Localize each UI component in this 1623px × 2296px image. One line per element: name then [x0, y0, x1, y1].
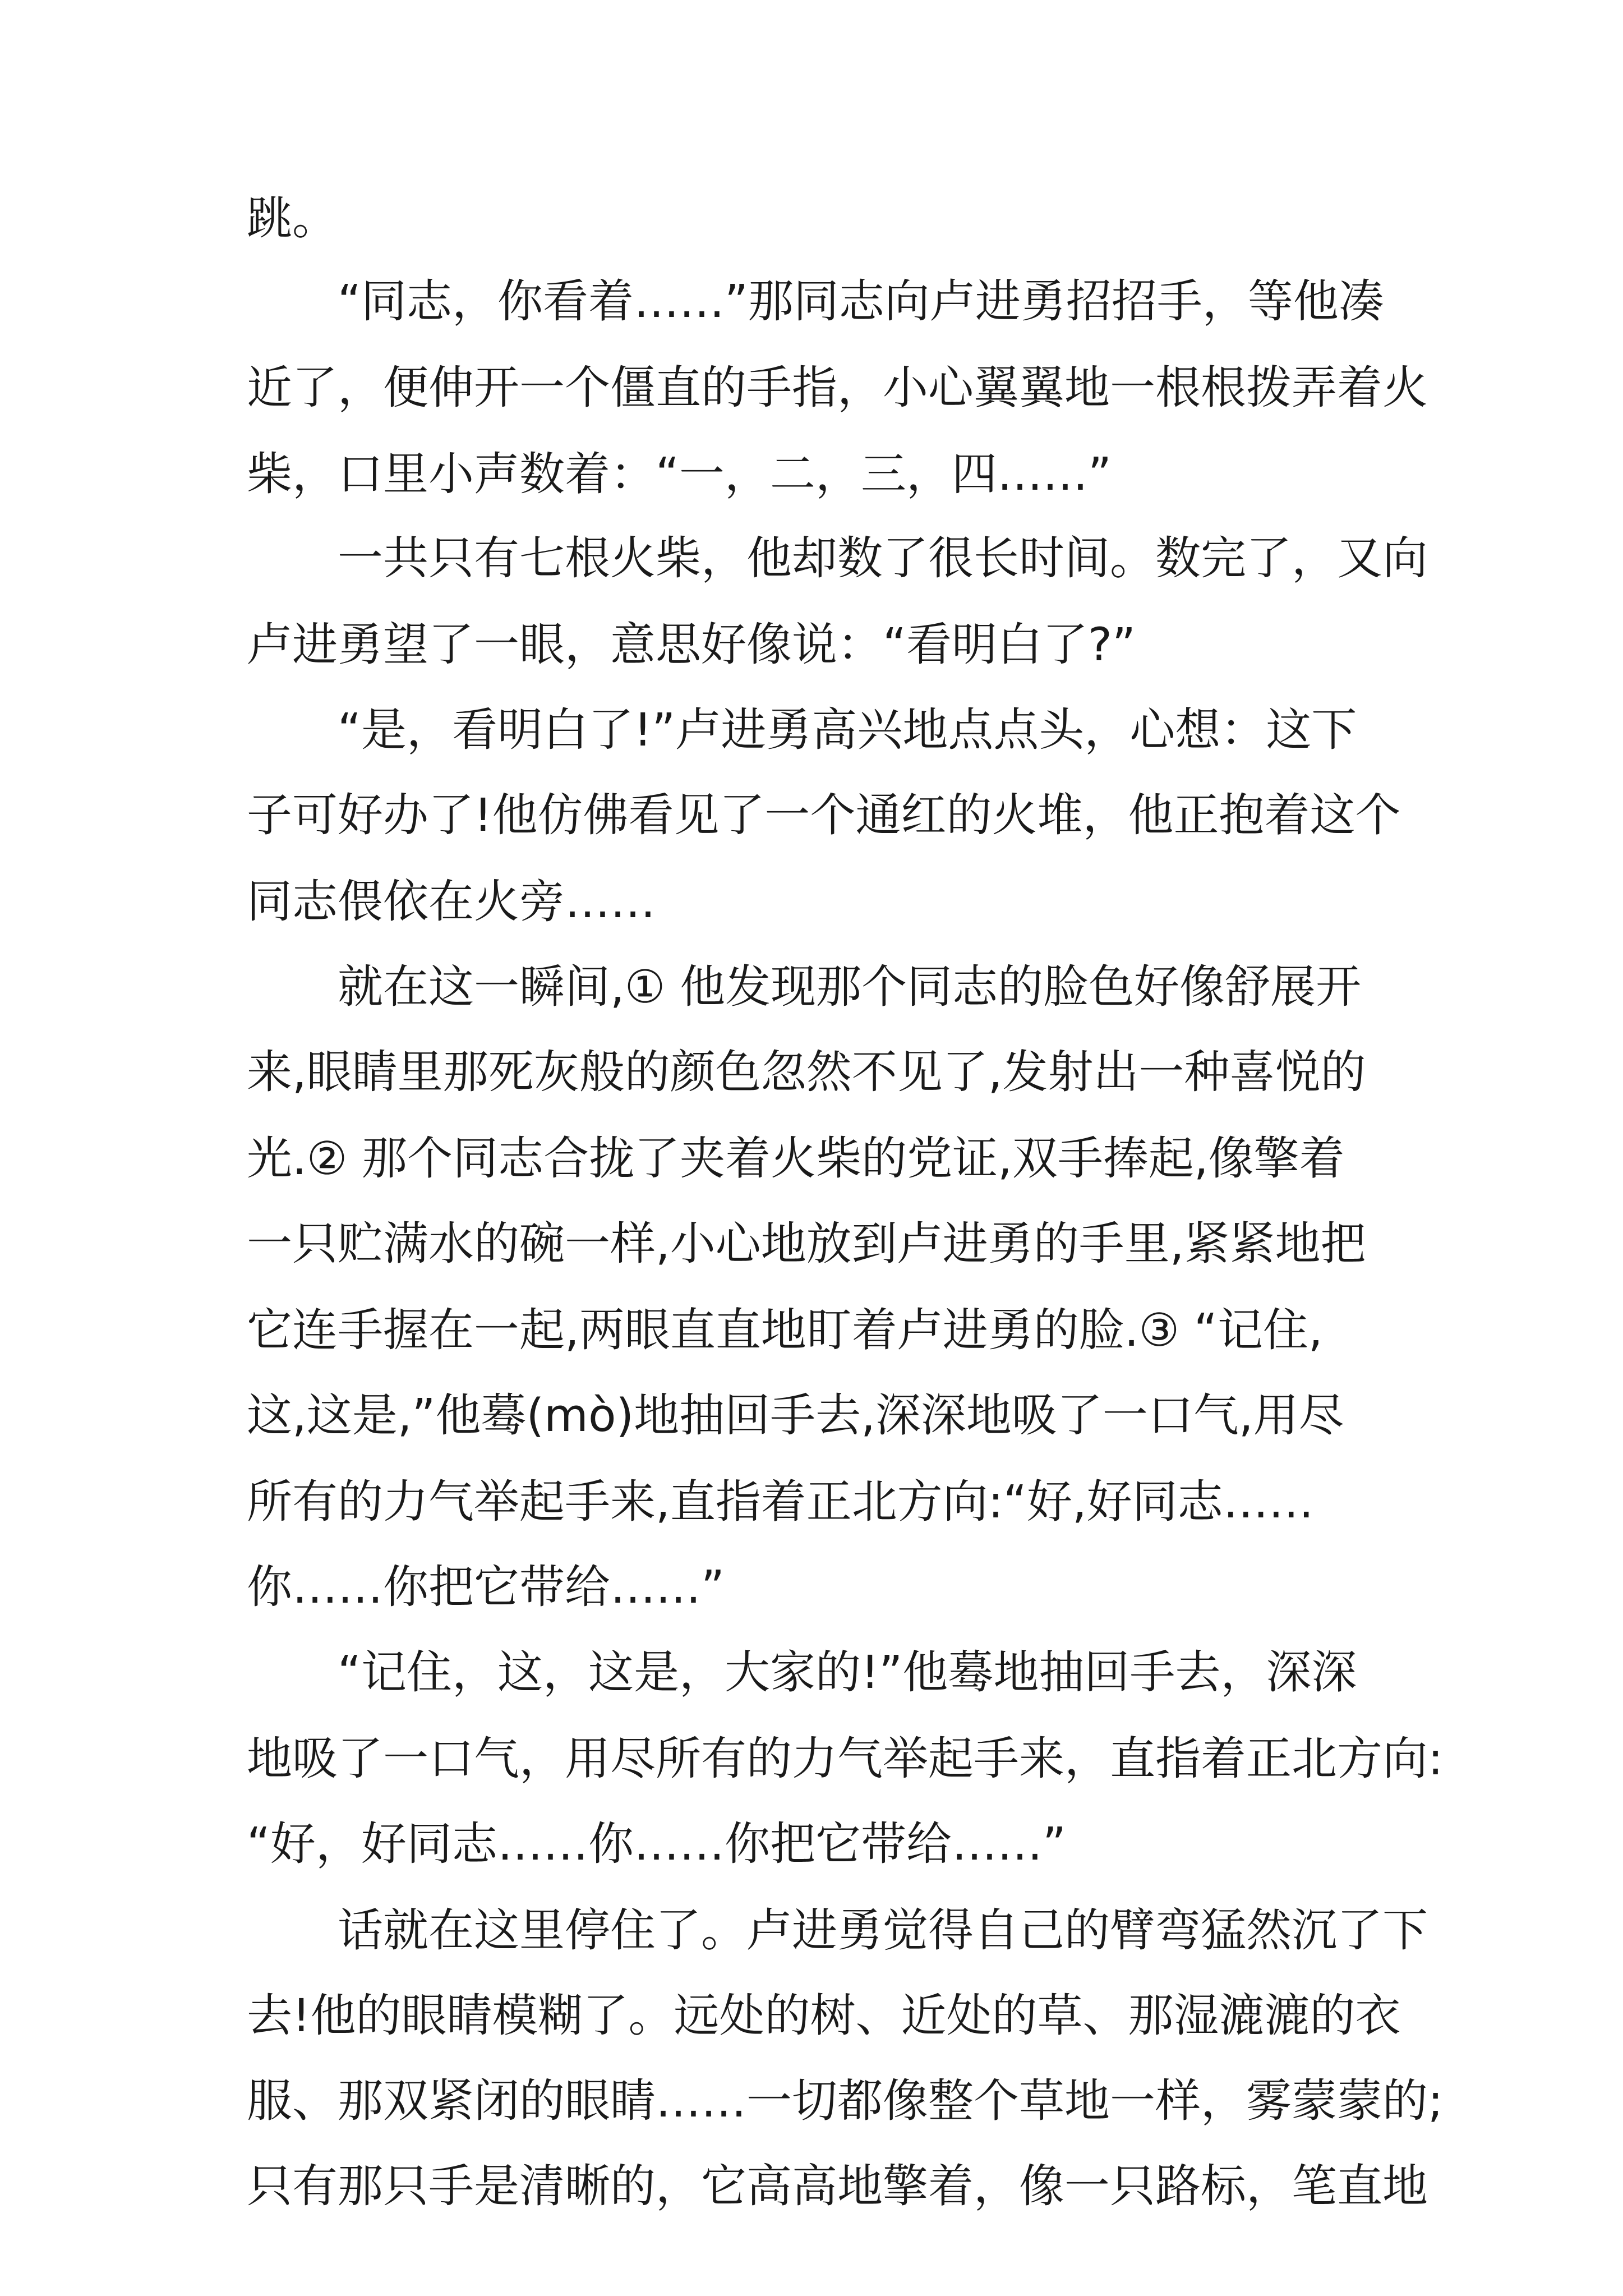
text-line: 光.② 那个同志合拢了夹着火柴的党证,双手捧起,像擎着: [247, 1133, 1345, 1185]
text-line: “好，好同志……你……你把它带给……”: [247, 1818, 1066, 1871]
text-line: 去!他的眼睛模糊了。远处的树、近处的草、那湿漉漉的衣: [247, 1990, 1401, 2042]
text-line: 只有那只手是清晰的，它高高地擎着，像一只路标，笔直地: [247, 2160, 1428, 2213]
text-line: 近了，便伸开一个僵直的手指，小心翼翼地一根根拨弄着火: [247, 362, 1428, 415]
text-line: 一只贮满水的碗一样,小心地放到卢进勇的手里,紧紧地把: [247, 1218, 1366, 1271]
text-line: 话就在这里停住了。卢进勇觉得自己的臂弯猛然沉了下: [338, 1904, 1428, 1957]
text-line: 卢进勇望了一眼，意思好像说：“看明白了?”: [247, 619, 1136, 671]
text-line: 地吸了一口气，用尽所有的力气举起手来，直指着正北方向:: [247, 1733, 1444, 1786]
text-line: “是，看明白了!”卢进勇高兴地点点头，心想：这下: [338, 704, 1357, 757]
text-line: 它连手握在一起,两眼直直地盯着卢进勇的脸.③ “记住,: [247, 1304, 1323, 1357]
text-line: “同志，你看着……”那同志向卢进勇招招手，等他凑: [338, 275, 1384, 328]
text-line: 服、那双紧闭的眼睛……一切都像整个草地一样，雾蒙蒙的;: [247, 2075, 1444, 2128]
text-line: 这,这是,”他蓦(mò)地抽回手去,深深地吸了一口气,用尽: [247, 1389, 1344, 1442]
text-line: 柴，口里小声数着：“一，二，三，四……”: [247, 448, 1112, 501]
text-line: 你……你把它带给……”: [247, 1561, 725, 1614]
text-line: 所有的力气举起手来,直指着正北方向:“好,好同志……: [247, 1476, 1314, 1529]
text-line: 来,眼睛里那死灰般的颜色忽然不见了,发射出一种喜悦的: [247, 1046, 1366, 1099]
text-line: 跳。: [247, 192, 338, 245]
text-line: 一共只有七根火柴，他却数了很长时间。数完了，又向: [338, 532, 1428, 585]
text-line: “记住，这，这是，大家的!”他蓦地抽回手去，深深: [338, 1646, 1357, 1699]
text-line: 同志偎依在火旁……: [247, 876, 656, 928]
text-line: 就在这一瞬间,① 他发现那个同志的脸色好像舒展开: [338, 961, 1362, 1014]
text-line: 子可好办了!他仿佛看见了一个通红的火堆，他正抱着这个: [247, 789, 1401, 842]
